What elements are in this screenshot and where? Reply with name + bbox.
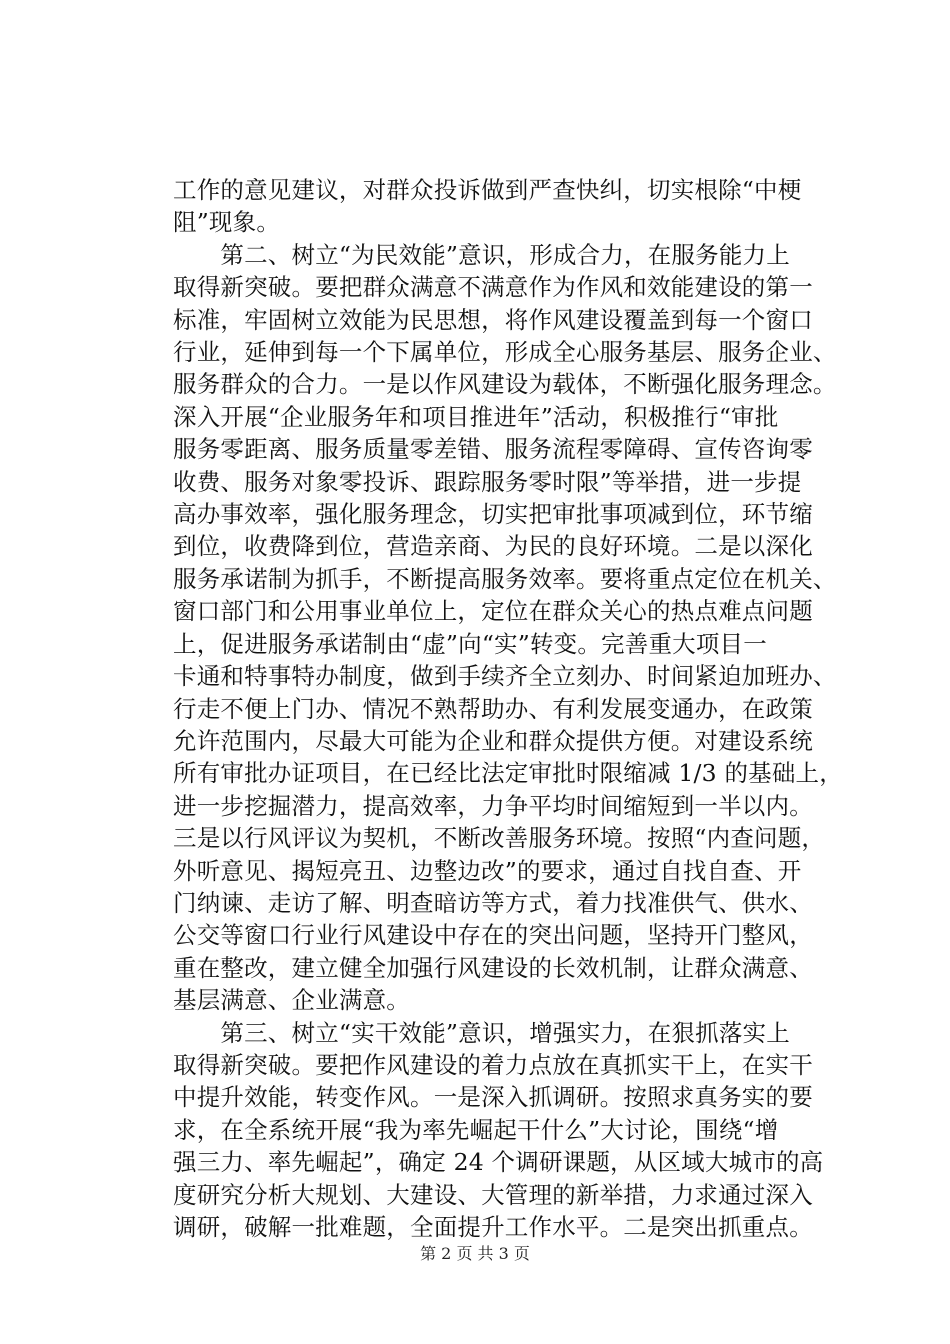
text-line: 强三力、率先崛起”，确定 24 个调研课题，从区域大城市的高 — [173, 1148, 824, 1177]
text-line: 服务群众的合力。一是以作风建设为载体，不断强化服务理念。 — [173, 370, 837, 399]
page-footer — [0, 1244, 950, 1264]
text-line: 标准，牢固树立效能为民思想，将作风建设覆盖到每一个窗口 — [173, 305, 813, 334]
text-line: 进一步挖掘潜力，提高效率，力争平均时间缩短到一半以内。 — [173, 791, 813, 820]
text-line: 阻”现象。 — [173, 208, 281, 237]
text-line: 外听意见、揭短亮丑、边整边改”的要求，通过自找自查、开 — [173, 856, 802, 885]
text-line: 取得新突破。要把群众满意不满意作为作风和效能建设的第一 — [173, 273, 813, 302]
text-line: 求，在全系统开展“我为率先崛起干什么”大讨论，围绕“增 — [173, 1115, 779, 1144]
text-line: 第二、树立“为民效能”意识，形成合力，在服务能力上 — [173, 240, 790, 269]
text-line: 行业，延伸到每一个下属单位，形成全心服务基层、服务企业、 — [173, 338, 837, 367]
text-line: 调研，破解一批难题，全面提升工作水平。二是突出抓重点。 — [173, 1213, 813, 1241]
text-line: 所有审批办证项目，在已经比法定审批时限缩减 1/3 的基础上， — [173, 759, 843, 788]
text-line: 允许范围内，尽最大可能为企业和群众提供方便。对建设系统 — [173, 726, 813, 755]
text-line: 中提升效能，转变作风。一是深入抓调研。按照求真务实的要 — [173, 1083, 813, 1112]
page-number-label: 第 2 页 共 3 页 — [420, 1244, 530, 1263]
text-line: 卡通和特事特办制度，做到手续齐全立刻办、时间紧迫加班办、 — [173, 662, 837, 691]
text-line: 三是以行风评议为契机，不断改善服务环境。按照“内查问题， — [173, 824, 826, 853]
body-text — [173, 174, 843, 1243]
text-line: 高办事效率，强化服务理念，切实把审批事项减到位，环节缩 — [173, 500, 813, 529]
text-line: 公交等窗口行业行风建设中存在的突出问题，坚持开门整风， — [173, 921, 813, 950]
text-line: 到位，收费降到位，营造亲商、为民的良好环境。二是以深化 — [173, 532, 813, 561]
text-line: 服务承诺制为抓手，不断提高服务效率。要将重点定位在机关、 — [173, 564, 837, 593]
text-line: 行走不便上门办、情况不熟帮助办、有利发展变通办，在政策 — [173, 694, 813, 723]
text-line: 取得新突破。要把作风建设的着力点放在真抓实干上，在实干 — [173, 1050, 813, 1079]
text-line: 门纳谏、走访了解、明查暗访等方式，着力找准供气、供水、 — [173, 888, 813, 917]
text-line: 上，促进服务承诺制由“虚”向“实”转变。完善重大项目一 — [173, 629, 767, 658]
text-line: 工作的意见建议，对群众投诉做到严查快纠，切实根除“中梗 — [173, 176, 802, 204]
text-line: 收费、服务对象零投诉、跟踪服务零时限”等举措，进一步提 — [173, 467, 802, 496]
text-line: 度研究分析大规划、大建设、大管理的新举措，力求通过深入 — [173, 1180, 813, 1209]
text-line: 重在整改，建立健全加强行风建设的长效机制，让群众满意、 — [173, 953, 813, 982]
text-line: 基层满意、企业满意。 — [173, 986, 410, 1015]
text-line: 服务零距离、服务质量零差错、服务流程零障碍、宣传咨询零 — [173, 435, 813, 464]
text-line: 深入开展“企业服务年和项目推进年”活动，积极推行“审批 — [173, 402, 779, 431]
text-line: 第三、树立“实干效能”意识，增强实力，在狠抓落实上 — [173, 1018, 790, 1047]
text-line: 窗口部门和公用事业单位上，定位在群众关心的热点难点问题 — [173, 597, 813, 626]
